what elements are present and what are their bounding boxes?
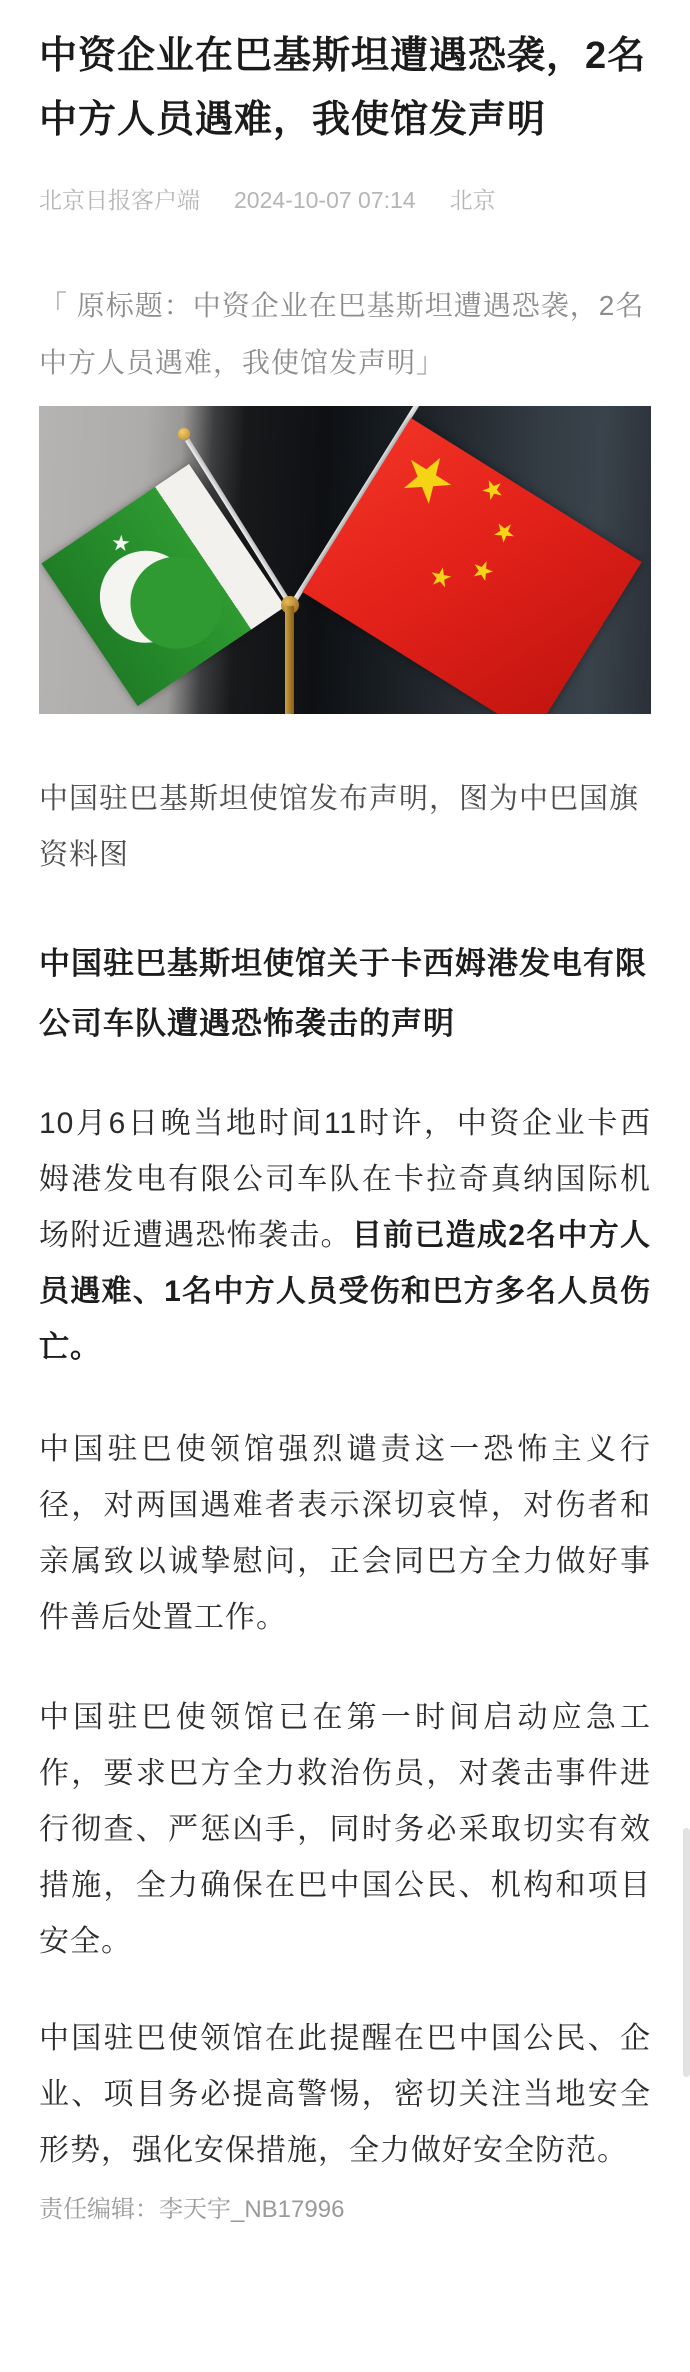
china-small-star-icon: ★ [426, 559, 456, 595]
paragraph-1 [39, 1096, 651, 1376]
article-meta [39, 186, 651, 214]
scrollbar-thumb[interactable] [683, 1828, 690, 2077]
china-small-star-icon: ★ [474, 470, 513, 509]
flagpole-stand [285, 606, 294, 714]
editor-footer: 责任编辑：李天宇_NB17996 [39, 2196, 345, 2223]
meta-datetime: 2024-10-07 07:14 [234, 187, 416, 213]
china-flag [302, 418, 641, 714]
photo-caption: 中国驻巴基斯坦使馆发布声明，图为中巴国旗 资料图 [39, 783, 640, 871]
china-small-star-icon: ★ [485, 512, 524, 551]
meta-source: 北京日报客户端 [39, 187, 200, 213]
paragraph-2: 中国驻巴使领馆强烈谴责这一恐怖主义行径，对两国遇难者表示深切哀悼，对伤者和亲属致以诚挚慰问，正会同巴方全力做好事件善后处置工作。 [39, 1433, 651, 1634]
paragraph-4: 中国驻巴使领馆在此提醒在巴中国公民、企业、项目务必提高警惕，密切关注当地安全形势，强化安保措施，全力做好安全防范。 [39, 2022, 651, 2167]
meta-location: 北京 [449, 187, 496, 213]
article-title: 中资企业在巴基斯坦遭遇恐袭，2名中方人员遇难，我使馆发声明 [39, 35, 647, 141]
paragraph-1-text: 10月6日晚当地时间11时许，中资企业卡西姆港发电有限公司车队在卡拉奇真纳国际机场附近遭遇恐怖袭击。 [39, 1107, 651, 1252]
china-small-star-icon: ★ [466, 551, 500, 589]
paragraph-3: 中国驻巴使领馆已在第一时间启动应急工作，要求巴方全力救治伤员，对袭击事件进行彻查、严惩凶手，同时务必采取切实有效措施，全力确保在巴中国公民、机构和项目安全。 [39, 1701, 651, 1958]
article-photo-china-pakistan-flags[interactable] [39, 406, 651, 714]
china-big-star-icon: ★ [385, 434, 470, 523]
pakistan-flag [41, 464, 285, 706]
pakistan-flagpole-finial [178, 428, 190, 440]
pakistan-star-icon: ★ [106, 530, 136, 557]
statement-heading: 中国驻巴基斯坦使馆关于卡西姆港发电有限公司车队遭遇恐怖袭击的声明 [39, 946, 647, 1041]
original-title-note: 「 原标题：中资企业在巴基斯坦遭遇恐袭，2名中方人员遇难，我使馆发声明」 [39, 290, 645, 378]
paragraph-1-bold-text: 目前已造成2名中方人员遇难、1名中方人员受伤和巴方多名人员伤亡。 [39, 1219, 651, 1364]
